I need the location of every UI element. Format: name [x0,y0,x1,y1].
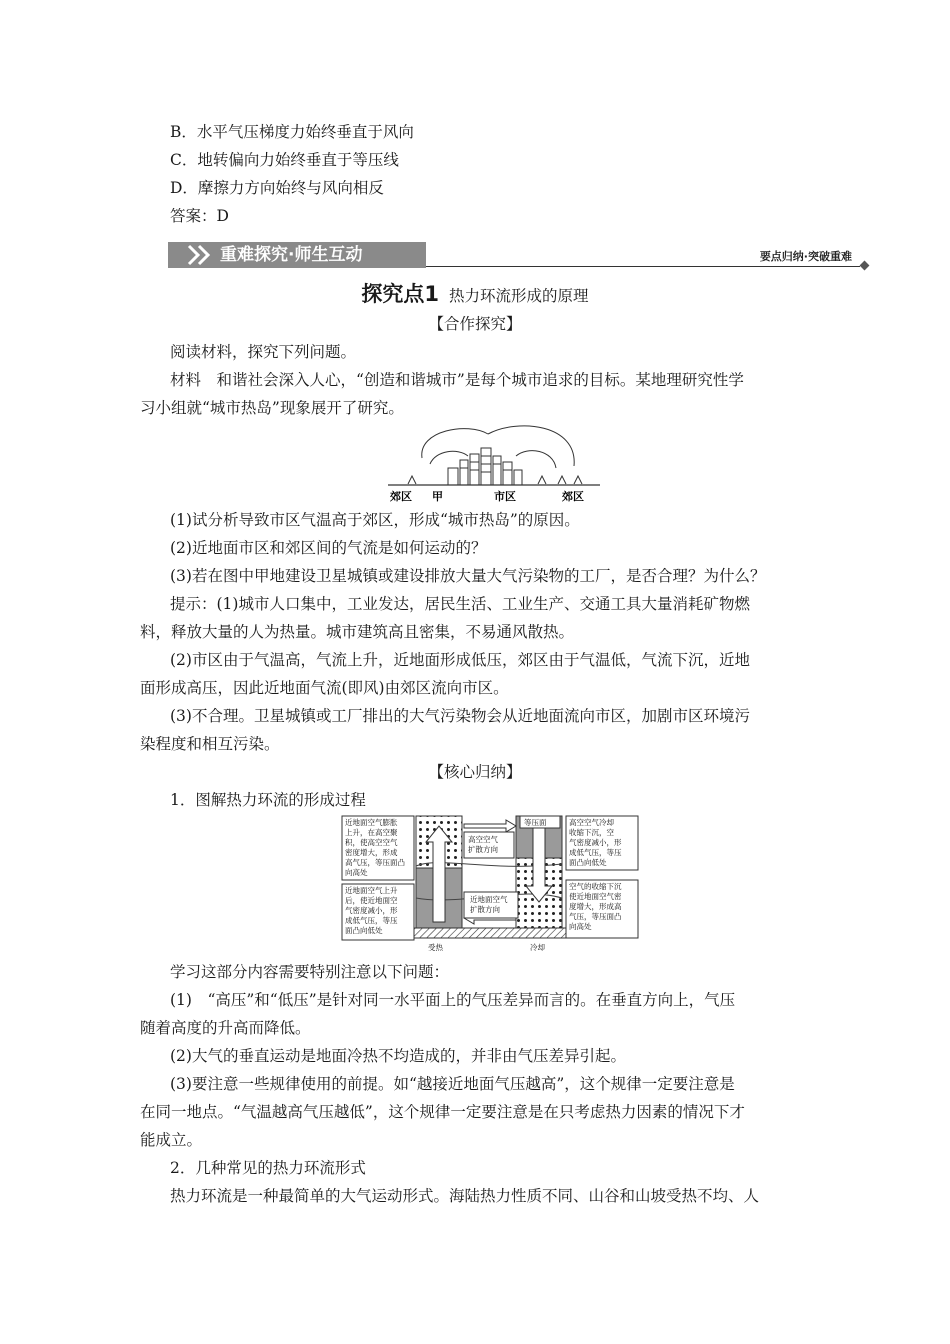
banner-title: 重难探究·师生互动 [220,245,363,265]
br-1: 空气的收缩下沉 [569,882,622,891]
cool-label: 冷却 [530,943,545,952]
note1-line1: (1) “高压”和“低压”是针对同一水平面上的气压差异而言的。在垂直方向上，气压 [170,991,736,1009]
banner-rule [426,266,860,267]
note3-line3: 能成立。 [140,1131,203,1149]
tr-4: 成低气压，等压 [569,848,622,857]
diamond-icon [860,261,870,271]
item-1-title: 1．图解热力环流的形成过程 [170,791,366,809]
answer: 答案：D [170,207,229,225]
bl-4: 成低气压，等压 [345,916,398,925]
hint2-line1: (2)市区由于气温高，气流上升，近地面形成低压，郊区由于气温低，气流下沉，近地 [170,651,750,669]
label-jia: 甲 [432,490,443,503]
label-city: 市区 [494,490,516,503]
br-5: 向高处 [569,922,592,931]
bl-3: 气密度减小，形 [345,906,398,915]
note3-line2: 在同一地点。“气温越高气压越低”，这个规律一定要注意是在只考虑热力因素的情况下才 [140,1103,745,1121]
br-4: 气压，等压面凸 [569,912,622,921]
core-subhead: 【核心归纳】 [428,763,522,781]
option-d: D．摩擦力方向始终与风向相反 [170,179,384,197]
heat-label: 受热 [428,943,443,952]
label-suburb-left: 郊区 [390,490,412,503]
section-title: 热力环流形成的原理 [449,287,589,305]
tr-3: 气密度减小，形 [569,838,622,847]
br-2: 使近地面空气密 [569,892,622,901]
question-2: (2)近地面市区和郊区间的气流是如何运动的？ [170,539,487,557]
tl-3: 积，使高空空气 [345,838,398,847]
note3-line1: (3)要注意一些规律使用的前提。如“越接近地面气压越高”，这个规律一定要注意是 [170,1075,735,1093]
label-suburb-right: 郊区 [562,490,584,503]
question-3: (3)若在图中甲地建设卫星城镇或建设排放大量大气污染物的工厂，是否合理？为什么？ [170,567,766,585]
question-1: (1)试分析导致市区气温高于郊区，形成“城市热岛”的原因。 [170,511,580,529]
banner-subtitle: 要点归纳·突破重难 [759,250,852,263]
note1-line2: 随着高度的升高而降低。 [140,1019,311,1037]
tl-2: 上升，在高空聚 [345,828,398,837]
thermal-circulation-figure [340,812,642,956]
city-heat-island-figure [388,420,600,504]
hint-line1: 提示：(1)城市人口集中，工业发达，居民生活、工业生产、交通工具大量消耗矿物燃 [170,595,750,613]
hint3-line2: 染程度和相互污染。 [140,735,280,753]
tl-1: 近地面空气膨胀 [345,818,398,827]
tm-1: 高空空气 [468,835,498,844]
note-intro: 学习这部分内容需要特别注意以下问题： [170,963,450,981]
br-3: 度增大，形成高 [569,902,622,911]
tr-2: 收缩下沉，空 [569,828,614,837]
tr-5: 面凸向低处 [569,858,607,867]
chevron-icon [186,244,216,266]
coop-subhead: 【合作探究】 [428,315,522,333]
tr-1: 高空空气冷却 [569,818,614,827]
hint-line2: 料，释放大量的人为热量。城市建筑高且密集，不易通风散热。 [140,623,575,641]
section-heading [0,278,950,308]
hint3-line1: (3)不合理。卫星城镇或工厂排出的大气污染物会从近地面流向市区，加剧市区环境污 [170,707,750,725]
bl-2: 后，使近地面空 [345,896,398,905]
bm-1: 近地面空气 [470,895,508,904]
tl-6: 向高处 [345,868,368,877]
item-2-title: 2．几种常见的热力环流形式 [170,1159,366,1177]
tl-4: 密度增大，形成 [345,848,398,857]
material-line2: 习小组就“城市热岛”现象展开了研究。 [140,399,404,417]
bm-2: 扩散方向 [470,905,500,914]
hint2-line2: 面形成高压，因此近地面气流(即风)由郊区流向市区。 [140,679,509,697]
item-2-text: 热力环流是一种最简单的大气运动形式。海陆热力性质不同、山谷和山坡受热不均、人 [170,1187,760,1205]
note2: (2)大气的垂直运动是地面冷热不均造成的，并非由气压差异引起。 [170,1047,626,1065]
tl-5: 高气压，等压面凸 [345,858,405,867]
intro-text: 阅读材料，探究下列问题。 [170,343,357,361]
section-number: 探究点1 [361,282,440,306]
bl-1: 近地面空气上升 [345,886,398,895]
option-b: B．水平气压梯度力始终垂直于风向 [170,123,414,141]
isobar-label: 等压面 [524,818,547,827]
option-c: C．地转偏向力始终垂直于等压线 [170,151,399,169]
bl-5: 面凸向低处 [345,926,383,935]
tm-2: 扩散方向 [468,845,498,854]
section-banner [168,242,870,268]
material-line1: 材料 和谐社会深入人心，“创造和谐城市”是每个城市追求的目标。某地理研究性学 [170,371,744,389]
